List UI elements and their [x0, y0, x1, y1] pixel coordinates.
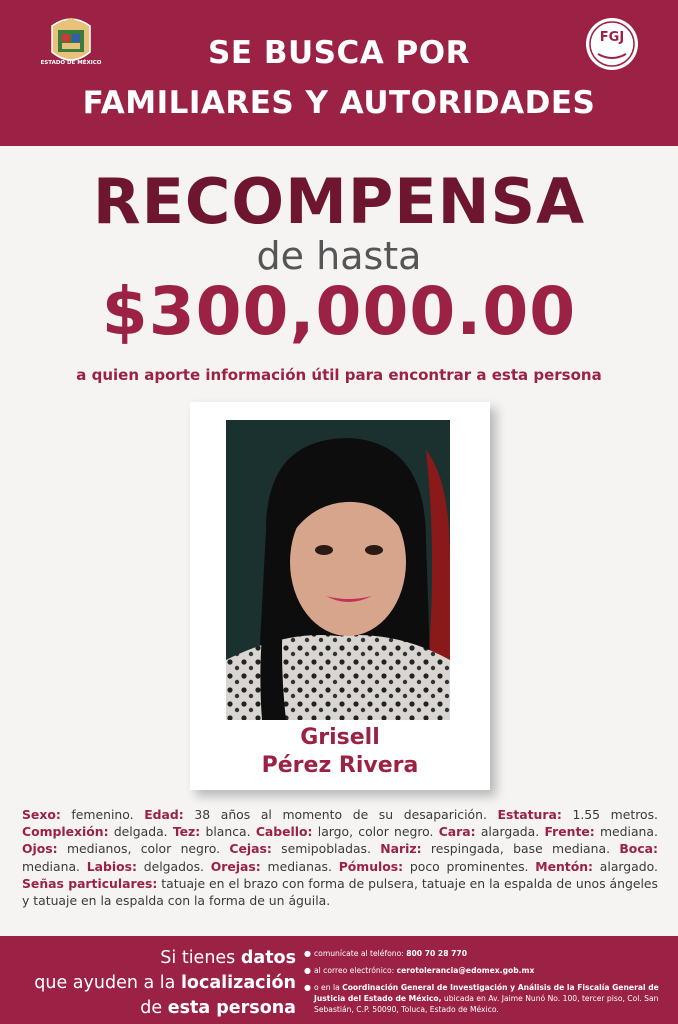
description-value: respingada, base mediana. [430, 841, 611, 857]
description-label: Cejas: [229, 841, 272, 857]
person-first-name: Grisell [300, 725, 380, 750]
office-prefix: o en la [314, 983, 343, 992]
description-value: medianos, color negro. [66, 841, 221, 857]
title-line-2: FAMILIARES Y AUTORIDADES [82, 85, 596, 121]
description-value: blanca. [205, 824, 251, 840]
description-label: Frente: [544, 824, 595, 840]
description-value: medianas. [267, 858, 332, 874]
description-value: femenino. [71, 807, 134, 822]
description-value: poco prominentes. [409, 858, 529, 874]
description-label: Ojos: [22, 841, 58, 857]
bullet-icon: ● [304, 966, 311, 975]
email-link[interactable]: cerotolerancia@edomex.gob.mx [396, 966, 535, 975]
state-logo-caption: ESTADO DE MÉXICO [40, 60, 102, 66]
description-label: Labios: [86, 858, 137, 874]
cta-text: de [140, 998, 168, 1018]
footer-contact-info [304, 948, 666, 1015]
description-label: Tez: [172, 824, 201, 840]
description-label: Pómulos: [338, 858, 404, 874]
cta-emphasis: localización [180, 973, 296, 993]
cta-emphasis: esta persona [167, 998, 296, 1018]
reward-note: a quien aporte información útil para encontrar a esta persona [76, 366, 602, 384]
page-title [0, 28, 678, 128]
office-name: Coordinación General de Investigación y Análisis de la Fiscalía General de Justicia del Estado de México, [314, 983, 659, 1003]
reward-title: RECOMPENSA [92, 165, 586, 238]
description-value: semipobladas. [281, 841, 371, 857]
description-label: Cara: [438, 824, 476, 840]
description-label: Sexo: [22, 807, 61, 822]
description-value: 38 años al momento de su desaparición. [194, 807, 487, 822]
description-value: mediana. [22, 858, 80, 874]
footer-call-to-action [10, 946, 296, 1021]
description-label: Complexión: [22, 824, 109, 840]
physical-description [22, 806, 658, 909]
description-label: Boca: [619, 841, 658, 857]
description-value: delgada. [113, 824, 168, 840]
reward-amount: $300,000.00 [101, 273, 577, 350]
description-value: 1.55 metros. [572, 807, 658, 822]
photo-card [190, 402, 490, 790]
description-label: Estatura: [497, 807, 562, 822]
cta-text: que ayuden a la [34, 973, 181, 993]
description-value: alargada. [480, 824, 540, 840]
cta-emphasis: datos [240, 948, 296, 968]
description-value: mediana. [599, 824, 658, 840]
fgj-seal-text: FGJ [599, 30, 625, 45]
description-label: Orejas: [210, 858, 261, 874]
description-label: Edad: [144, 807, 184, 822]
person-photo [226, 420, 450, 720]
description-label: Señas particulares: [22, 875, 158, 891]
description-label: Nariz: [380, 841, 422, 857]
description-value: tatuaje en el brazo con forma de pulsera, tatuaje en la espalda de unos ángeles y tatuaje en la espalda con la forma de un águila. [22, 875, 658, 909]
phone-label: comunícate al teléfono: [314, 949, 407, 958]
title-line-1: SE BUSCA POR [208, 35, 470, 71]
email-label: al correo electrónico: [314, 966, 397, 975]
bullet-icon: ● [304, 983, 311, 992]
description-label: Mentón: [535, 858, 594, 874]
reward-subtitle: de hasta [256, 234, 422, 278]
description-label: Cabello: [255, 824, 313, 840]
description-value: delgados. [143, 858, 204, 874]
person-last-name: Pérez Rivera [261, 753, 419, 778]
phone-number[interactable]: 800 70 28 770 [406, 949, 467, 958]
office-address: ubicada en Av. Jaime Nunó No. 100, tercer piso, Col. San Sebastián, C.P. 50090, Toluca, Estado de México. [314, 994, 659, 1014]
description-value: alargado. [599, 858, 658, 874]
bullet-icon: ● [304, 949, 311, 958]
description-value: largo, color negro. [317, 824, 434, 840]
cta-text: Si tienes [160, 948, 241, 968]
